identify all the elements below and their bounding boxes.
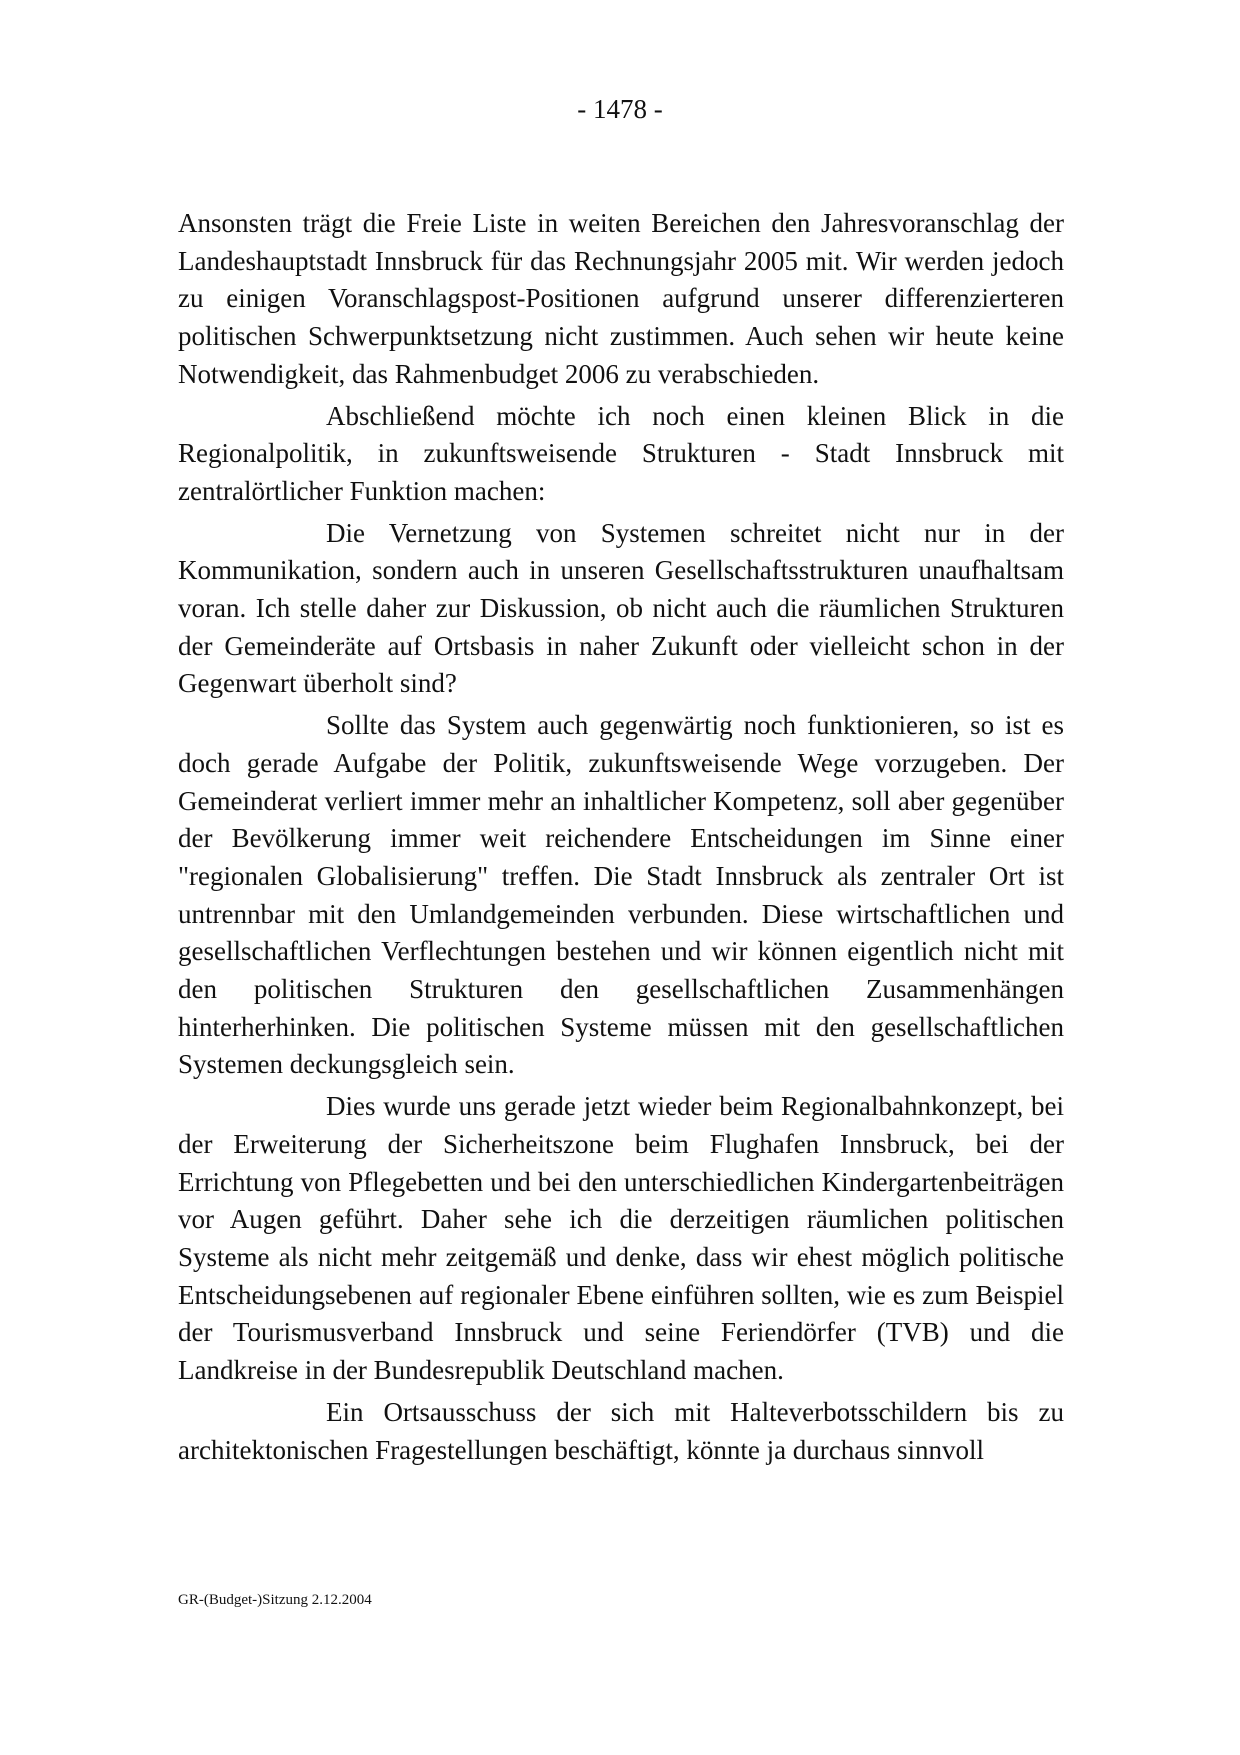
paragraph: Die Vernetzung von Systemen schreitet nicht nur in der Kommunikation, sondern auch in unseren Gesellschaftsstrukturen unaufhaltsam voran. Ich stelle daher zur Diskussion, ob nicht auch die räumlichen Strukturen der Gemeinderäte auf Ortsbasis in naher Zukunft oder vielleicht schon in der Gegenwart überholt sind? xyxy=(178,517,1064,699)
page-footer: GR-(Budget-)Sitzung 2.12.2004 xyxy=(178,1592,372,1608)
paragraph: Ansonsten trägt die Freie Liste in weiten Bereichen den Jahresvoranschlag der Landeshauptstadt Innsbruck für das Rechnungsjahr 2005 mit. Wir werden jedoch zu einigen Voranschlagspost-Positionen aufgrund unserer differenzierteren politischen Schwerpunktsetzung nicht zustimmen. Auch sehen wir heute keine Notwendigkeit, das Rahmenbudget 2006 zu verabschieden. xyxy=(178,208,1064,389)
paragraph: Sollte das System auch gegenwärtig noch funktionieren, so ist es doch gerade Aufgabe der Politik, zukunftsweisende Wege vorzugeben. Der Gemeinderat verliert immer mehr an inhaltlicher Kompetenz, soll aber gegenüber der Bevölkerung immer weit reichendere Entscheidungen im Sinne einer "regionalen Globalisierung" treffen. Die Stadt Innsbruck als zentraler Ort ist untrennbar mit den Umlandgemeinden verbunden. Diese wirtschaftlichen und gesellschaftlichen Verflechtungen bestehen und wir können eigentlich nicht mit den politischen Strukturen den gesellschaftlichen Zusammenhängen hinterherhinken. Die politischen Systeme müssen mit den gesellschaftlichen Systemen deckungsgleich sein. xyxy=(178,710,1064,1080)
paragraph: Dies wurde uns gerade jetzt wieder beim Regionalbahnkonzept, bei der Erweiterung der Sicherheitszone beim Flughafen Innsbruck, bei der Errichtung von Pflegebetten und bei den unterschiedlichen Kindergartenbeiträgen vor Augen geführt. Daher sehe ich die derzeitigen räumlichen politischen Systeme als nicht mehr zeitgemäß und denke, dass wir ehest möglich politische Entscheidungsebenen auf regionaler Ebene einführen sollten, wie es zum Beispiel der Tourismusverband Innsbruck und seine Feriendörfer (TVB) und die Landkreise in der Bundesrepublik Deutschland machen. xyxy=(178,1091,1064,1386)
paragraph: Abschließend möchte ich noch einen kleinen Blick in die Regionalpolitik, in zukunftsweisende Strukturen - Stadt Innsbruck mit zentralörtlicher Funktion machen: xyxy=(178,400,1064,506)
body-text xyxy=(178,205,1064,1473)
page-number: - 1478 - xyxy=(577,94,663,124)
paragraph: Ein Ortsausschuss der sich mit Halteverbotsschildern bis zu architektonischen Fragestellungen beschäftigt, könnte ja durchaus sinnvoll xyxy=(178,1396,1064,1465)
